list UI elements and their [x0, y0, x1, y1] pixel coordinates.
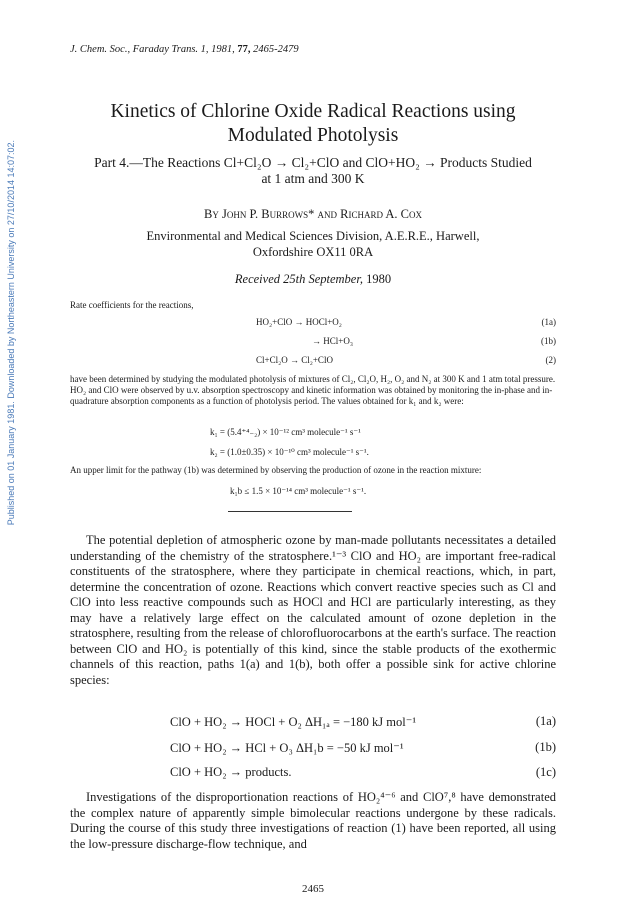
paragraph-text: Investigations of the disproportionation reactions of HO₂⁴⁻⁶ and ClO⁷,⁸ have demonstrated the complex nature of apparently simple bimolecular reactions undergone by these radicals. During the course of this study three investigations of reaction (1) have been reported, all using the low-pressure discharge-flow technique, and: [70, 790, 556, 851]
equation-tag: (1b): [535, 740, 556, 754]
journal-volume: 77,: [237, 44, 251, 55]
paragraph-text: The potential depletion of atmospheric ozone by man-made pollutants necessitates a detailed understanding of the chemistry of the stratosphere.¹⁻³ ClO and HO₂ are important free-radical constituents of the stratosphere, where they participate in chemical reactions, which, in part, determine the concentration of ozone. Reactions which convert reactive species such as Cl and ClO into less reactive compounds such as HOCl and HCl are particularly interesting, as they may have a relatively large effect on the calculated amount of ozone depletion in the stratosphere, resulting from the release of chlorofluorocarbons at the earth's surface. The reaction between ClO and HO₂ is potentially of this kind, since the stable products of the exothermic channels of this reaction, paths 1(a) and 1(b), both offer a possible sink for active chlorine species:: [70, 533, 556, 687]
affiliation: [70, 228, 556, 260]
equation-tag: (1a): [535, 714, 556, 728]
k1b-value: k₁b ≤ 1.5 × 10⁻¹⁴ cm³ molecule⁻¹ s⁻¹.: [230, 486, 367, 496]
paper-page: [70, 0, 556, 912]
journal-pages: 2465-2479: [253, 44, 299, 55]
abstract-intro: Rate coefficients for the reactions,: [70, 300, 194, 310]
equation-text: ClO + HO₂ → HCl + O₃ ΔH₁b = −50 kJ mol⁻¹: [170, 741, 404, 755]
download-notice: Published on 01 January 1981. Downloaded by Northeastern University on 27/10/2014 14:07:02.: [6, 140, 16, 526]
journal-name: J. Chem. Soc., Faraday Trans. 1,: [70, 44, 209, 55]
body-paragraph-1: [70, 533, 556, 688]
affiliation-line-1: Environmental and Medical Sciences Division, A.E.R.E., Harwell,: [146, 229, 480, 243]
abstract-upper-limit-text: An upper limit for the pathway (1b) was determined by observing the production of ozone in the reaction mixture:: [70, 465, 482, 475]
affiliation-line-2: Oxfordshire OX11 0RA: [252, 245, 374, 259]
received-label: Received 25th September,: [234, 272, 363, 286]
reaction-equation: → HCl+O₃: [312, 336, 353, 346]
journal-citation: [70, 44, 299, 55]
paper-title: Kinetics of Chlorine Oxide Radical Reactions using Modulated Photolysis: [110, 101, 516, 146]
reaction-tag: (1a): [541, 317, 556, 327]
subtitle-line-1: Part 4.—The Reactions Cl+Cl₂O → Cl₂+ClO and ClO+HO₂ → Products Studied: [94, 155, 532, 170]
author-line: By John P. Burrows* and Richard A. Cox: [204, 207, 422, 221]
page-number: 2465: [302, 883, 324, 895]
received-date: [70, 272, 556, 287]
abstract-text: have been determined by studying the modulated photolysis of mixtures of Cl₂, Cl₂O, H₂, O₂ and N₂ at 300 K and 1 atm total pressure. HO₂ and ClO were observed by u.v. absorption spectroscopy and kinetic information was obtained by monitoring the in-phase and in-quadrature absorption components as a function of photolysis period. The values obtained for k₁ and k₂ were:: [70, 374, 556, 406]
equation-text: ClO + HO₂ → HOCl + O₂ ΔH₁ₐ = −180 kJ mol⁻¹: [170, 715, 417, 729]
paper-subtitle: [70, 155, 556, 187]
journal-year: 1981,: [211, 44, 235, 55]
equation-tag: (1c): [535, 765, 556, 779]
received-year: 1980: [366, 272, 392, 286]
reaction-equation: HO₂+ClO → HOCl+O₂: [256, 317, 342, 327]
k2-value: k₂ = (1.0±0.35) × 10⁻¹⁰ cm³ molecule⁻¹ s⁻¹.: [210, 447, 369, 457]
reaction-tag: (2): [545, 355, 556, 365]
section-divider: [228, 511, 352, 512]
reaction-tag: (1b): [541, 336, 556, 346]
reaction-equation: Cl+Cl₂O → Cl₂+ClO: [256, 355, 333, 365]
subtitle-line-2: at 1 atm and 300 K: [261, 171, 365, 186]
k1-value: k₁ = (5.4⁺⁴₋₂) × 10⁻¹² cm³ molecule⁻¹ s⁻¹: [210, 427, 361, 437]
equation-text: ClO + HO₂ → products.: [170, 765, 292, 779]
body-paragraph-2: [70, 790, 556, 852]
